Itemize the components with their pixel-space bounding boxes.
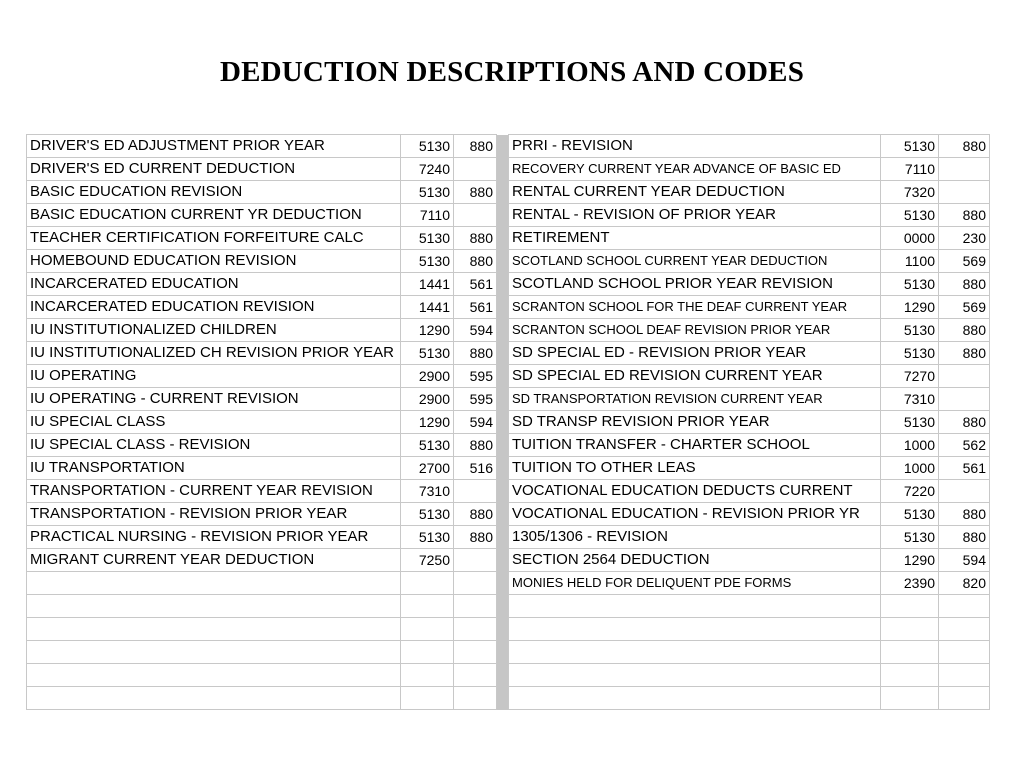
- right-description-cell: [509, 618, 881, 641]
- left-code1-cell: 5130: [401, 526, 454, 549]
- right-code2-cell: [939, 388, 990, 411]
- right-description-cell: SCOTLAND SCHOOL CURRENT YEAR DEDUCTION: [509, 250, 881, 273]
- table-row: [27, 595, 990, 618]
- left-description-cell: IU TRANSPORTATION: [27, 457, 401, 480]
- right-description-cell: SD SPECIAL ED REVISION CURRENT YEAR: [509, 365, 881, 388]
- left-code1-cell: [401, 618, 454, 641]
- column-separator: [497, 618, 509, 641]
- table-row: [27, 204, 990, 227]
- table-row: [27, 641, 990, 664]
- left-description-cell: INCARCERATED EDUCATION: [27, 273, 401, 296]
- left-code1-cell: [401, 595, 454, 618]
- right-code1-cell: [881, 641, 939, 664]
- right-code1-cell: 1100: [881, 250, 939, 273]
- column-separator: [497, 365, 509, 388]
- right-description-cell: SECTION 2564 DEDUCTION: [509, 549, 881, 572]
- right-code1-cell: 1000: [881, 457, 939, 480]
- table-row: [27, 250, 990, 273]
- right-code2-cell: 569: [939, 296, 990, 319]
- right-code1-cell: 2390: [881, 572, 939, 595]
- column-separator: [497, 411, 509, 434]
- left-code2-cell: 595: [454, 388, 497, 411]
- left-description-cell: IU OPERATING: [27, 365, 401, 388]
- right-code2-cell: 594: [939, 549, 990, 572]
- left-code2-cell: 880: [454, 250, 497, 273]
- right-code1-cell: [881, 664, 939, 687]
- table-row: [27, 388, 990, 411]
- left-code1-cell: 1290: [401, 319, 454, 342]
- left-code1-cell: 1290: [401, 411, 454, 434]
- column-separator: [497, 457, 509, 480]
- column-separator: [497, 388, 509, 411]
- right-description-cell: RETIREMENT: [509, 227, 881, 250]
- right-code1-cell: 5130: [881, 273, 939, 296]
- table-row: [27, 434, 990, 457]
- left-code1-cell: 5130: [401, 181, 454, 204]
- table-row: [27, 526, 990, 549]
- right-code1-cell: 5130: [881, 503, 939, 526]
- left-code2-cell: [454, 595, 497, 618]
- table-row: [27, 365, 990, 388]
- left-code2-cell: [454, 687, 497, 710]
- table-row: [27, 503, 990, 526]
- left-code2-cell: 594: [454, 411, 497, 434]
- left-code2-cell: 595: [454, 365, 497, 388]
- right-code2-cell: 880: [939, 526, 990, 549]
- left-code1-cell: 5130: [401, 434, 454, 457]
- table-body: [27, 135, 990, 710]
- left-description-cell: [27, 572, 401, 595]
- left-code1-cell: 1441: [401, 273, 454, 296]
- column-separator: [497, 526, 509, 549]
- table-row: [27, 549, 990, 572]
- left-description-cell: IU OPERATING - CURRENT REVISION: [27, 388, 401, 411]
- table-row: [27, 342, 990, 365]
- left-code2-cell: 880: [454, 227, 497, 250]
- right-code1-cell: 0000: [881, 227, 939, 250]
- right-description-cell: SCRANTON SCHOOL FOR THE DEAF CURRENT YEAR: [509, 296, 881, 319]
- left-code2-cell: 880: [454, 503, 497, 526]
- table-row: [27, 618, 990, 641]
- left-code2-cell: [454, 158, 497, 181]
- column-separator: [497, 135, 509, 158]
- right-code1-cell: 7270: [881, 365, 939, 388]
- right-code2-cell: 880: [939, 319, 990, 342]
- left-code2-cell: [454, 204, 497, 227]
- left-code1-cell: 2700: [401, 457, 454, 480]
- left-description-cell: [27, 618, 401, 641]
- column-separator: [497, 181, 509, 204]
- column-separator: [497, 641, 509, 664]
- right-code1-cell: 7110: [881, 158, 939, 181]
- left-code1-cell: 7310: [401, 480, 454, 503]
- table-row: [27, 181, 990, 204]
- right-code2-cell: [939, 687, 990, 710]
- column-separator: [497, 227, 509, 250]
- right-description-cell: VOCATIONAL EDUCATION - REVISION PRIOR YR: [509, 503, 881, 526]
- column-separator: [497, 664, 509, 687]
- left-description-cell: TRANSPORTATION - REVISION PRIOR YEAR: [27, 503, 401, 526]
- table-row: [27, 296, 990, 319]
- right-code2-cell: [939, 158, 990, 181]
- left-code2-cell: 561: [454, 273, 497, 296]
- column-separator: [497, 503, 509, 526]
- column-separator: [497, 480, 509, 503]
- right-code2-cell: 880: [939, 503, 990, 526]
- left-description-cell: IU INSTITUTIONALIZED CH REVISION PRIOR YEAR: [27, 342, 401, 365]
- table-row: [27, 273, 990, 296]
- left-description-cell: [27, 641, 401, 664]
- column-separator: [497, 296, 509, 319]
- column-separator: [497, 204, 509, 227]
- right-code2-cell: [939, 641, 990, 664]
- left-description-cell: TEACHER CERTIFICATION FORFEITURE CALC: [27, 227, 401, 250]
- left-description-cell: HOMEBOUND EDUCATION REVISION: [27, 250, 401, 273]
- left-code1-cell: [401, 687, 454, 710]
- column-separator: [497, 595, 509, 618]
- right-description-cell: RENTAL CURRENT YEAR DEDUCTION: [509, 181, 881, 204]
- left-description-cell: [27, 595, 401, 618]
- left-code1-cell: [401, 572, 454, 595]
- left-code2-cell: 880: [454, 342, 497, 365]
- right-description-cell: VOCATIONAL EDUCATION DEDUCTS CURRENT: [509, 480, 881, 503]
- right-code1-cell: 7310: [881, 388, 939, 411]
- left-description-cell: BASIC EDUCATION CURRENT YR DEDUCTION: [27, 204, 401, 227]
- table-row: [27, 687, 990, 710]
- right-code1-cell: 5130: [881, 526, 939, 549]
- column-separator: [497, 687, 509, 710]
- right-description-cell: SD TRANSPORTATION REVISION CURRENT YEAR: [509, 388, 881, 411]
- left-code2-cell: [454, 664, 497, 687]
- right-code2-cell: 561: [939, 457, 990, 480]
- left-code1-cell: 5130: [401, 342, 454, 365]
- left-description-cell: IU SPECIAL CLASS - REVISION: [27, 434, 401, 457]
- left-code1-cell: [401, 641, 454, 664]
- right-code1-cell: 5130: [881, 342, 939, 365]
- table-row: [27, 227, 990, 250]
- left-code2-cell: 880: [454, 526, 497, 549]
- left-description-cell: DRIVER'S ED CURRENT DEDUCTION: [27, 158, 401, 181]
- left-code1-cell: 1441: [401, 296, 454, 319]
- right-code1-cell: [881, 618, 939, 641]
- left-description-cell: [27, 664, 401, 687]
- deduction-codes-table: [26, 134, 990, 710]
- left-code1-cell: 5130: [401, 135, 454, 158]
- right-code1-cell: 7320: [881, 181, 939, 204]
- right-code2-cell: [939, 618, 990, 641]
- left-description-cell: IU SPECIAL CLASS: [27, 411, 401, 434]
- left-description-cell: PRACTICAL NURSING - REVISION PRIOR YEAR: [27, 526, 401, 549]
- right-description-cell: 1305/1306 - REVISION: [509, 526, 881, 549]
- column-separator: [497, 158, 509, 181]
- right-code2-cell: 569: [939, 250, 990, 273]
- column-separator: [497, 342, 509, 365]
- right-description-cell: SCOTLAND SCHOOL PRIOR YEAR REVISION: [509, 273, 881, 296]
- column-separator: [497, 250, 509, 273]
- table-row: [27, 572, 990, 595]
- right-description-cell: [509, 641, 881, 664]
- left-description-cell: [27, 687, 401, 710]
- left-code1-cell: 5130: [401, 227, 454, 250]
- right-code1-cell: 1290: [881, 549, 939, 572]
- right-description-cell: [509, 664, 881, 687]
- right-code2-cell: [939, 664, 990, 687]
- right-description-cell: SD TRANSP REVISION PRIOR YEAR: [509, 411, 881, 434]
- right-description-cell: SCRANTON SCHOOL DEAF REVISION PRIOR YEAR: [509, 319, 881, 342]
- left-code2-cell: 594: [454, 319, 497, 342]
- right-description-cell: SD SPECIAL ED - REVISION PRIOR YEAR: [509, 342, 881, 365]
- left-code1-cell: 5130: [401, 503, 454, 526]
- right-code2-cell: [939, 595, 990, 618]
- right-description-cell: RENTAL - REVISION OF PRIOR YEAR: [509, 204, 881, 227]
- left-code1-cell: 5130: [401, 250, 454, 273]
- table-row: [27, 411, 990, 434]
- table-row: [27, 319, 990, 342]
- right-code2-cell: 880: [939, 411, 990, 434]
- left-description-cell: IU INSTITUTIONALIZED CHILDREN: [27, 319, 401, 342]
- left-code2-cell: [454, 480, 497, 503]
- right-code2-cell: 880: [939, 273, 990, 296]
- left-code2-cell: [454, 549, 497, 572]
- left-code2-cell: 880: [454, 434, 497, 457]
- right-code1-cell: [881, 687, 939, 710]
- left-code2-cell: 516: [454, 457, 497, 480]
- right-code1-cell: 1290: [881, 296, 939, 319]
- column-separator: [497, 319, 509, 342]
- left-code2-cell: 880: [454, 181, 497, 204]
- left-description-cell: TRANSPORTATION - CURRENT YEAR REVISION: [27, 480, 401, 503]
- table-row: [27, 158, 990, 181]
- right-code1-cell: [881, 595, 939, 618]
- left-code2-cell: [454, 572, 497, 595]
- left-description-cell: INCARCERATED EDUCATION REVISION: [27, 296, 401, 319]
- right-code1-cell: 5130: [881, 319, 939, 342]
- right-code1-cell: 5130: [881, 411, 939, 434]
- right-description-cell: [509, 687, 881, 710]
- table-row: [27, 664, 990, 687]
- left-code2-cell: [454, 641, 497, 664]
- table-row: [27, 480, 990, 503]
- left-code1-cell: 7250: [401, 549, 454, 572]
- right-code1-cell: 5130: [881, 135, 939, 158]
- right-code2-cell: [939, 365, 990, 388]
- left-description-cell: DRIVER'S ED ADJUSTMENT PRIOR YEAR: [27, 135, 401, 158]
- left-code1-cell: 7110: [401, 204, 454, 227]
- right-code2-cell: 880: [939, 342, 990, 365]
- left-description-cell: BASIC EDUCATION REVISION: [27, 181, 401, 204]
- left-code1-cell: 2900: [401, 365, 454, 388]
- right-description-cell: MONIES HELD FOR DELIQUENT PDE FORMS: [509, 572, 881, 595]
- right-code1-cell: 7220: [881, 480, 939, 503]
- right-description-cell: RECOVERY CURRENT YEAR ADVANCE OF BASIC ED: [509, 158, 881, 181]
- left-code1-cell: 2900: [401, 388, 454, 411]
- column-separator: [497, 273, 509, 296]
- right-description-cell: TUITION TRANSFER - CHARTER SCHOOL: [509, 434, 881, 457]
- right-code2-cell: [939, 480, 990, 503]
- left-code2-cell: [454, 618, 497, 641]
- right-description-cell: TUITION TO OTHER LEAS: [509, 457, 881, 480]
- table-row: [27, 457, 990, 480]
- column-separator: [497, 434, 509, 457]
- right-code2-cell: 230: [939, 227, 990, 250]
- left-code1-cell: [401, 664, 454, 687]
- right-code2-cell: [939, 181, 990, 204]
- left-code2-cell: 561: [454, 296, 497, 319]
- right-code2-cell: 820: [939, 572, 990, 595]
- right-description-cell: PRRI - REVISION: [509, 135, 881, 158]
- left-code1-cell: 7240: [401, 158, 454, 181]
- right-code2-cell: 880: [939, 135, 990, 158]
- page-title: DEDUCTION DESCRIPTIONS AND CODES: [219, 56, 805, 88]
- column-separator: [497, 549, 509, 572]
- right-code1-cell: 1000: [881, 434, 939, 457]
- column-separator: [497, 572, 509, 595]
- right-code2-cell: 880: [939, 204, 990, 227]
- table-row: [27, 135, 990, 158]
- right-code1-cell: 5130: [881, 204, 939, 227]
- right-description-cell: [509, 595, 881, 618]
- right-code2-cell: 562: [939, 434, 990, 457]
- left-code2-cell: 880: [454, 135, 497, 158]
- left-description-cell: MIGRANT CURRENT YEAR DEDUCTION: [27, 549, 401, 572]
